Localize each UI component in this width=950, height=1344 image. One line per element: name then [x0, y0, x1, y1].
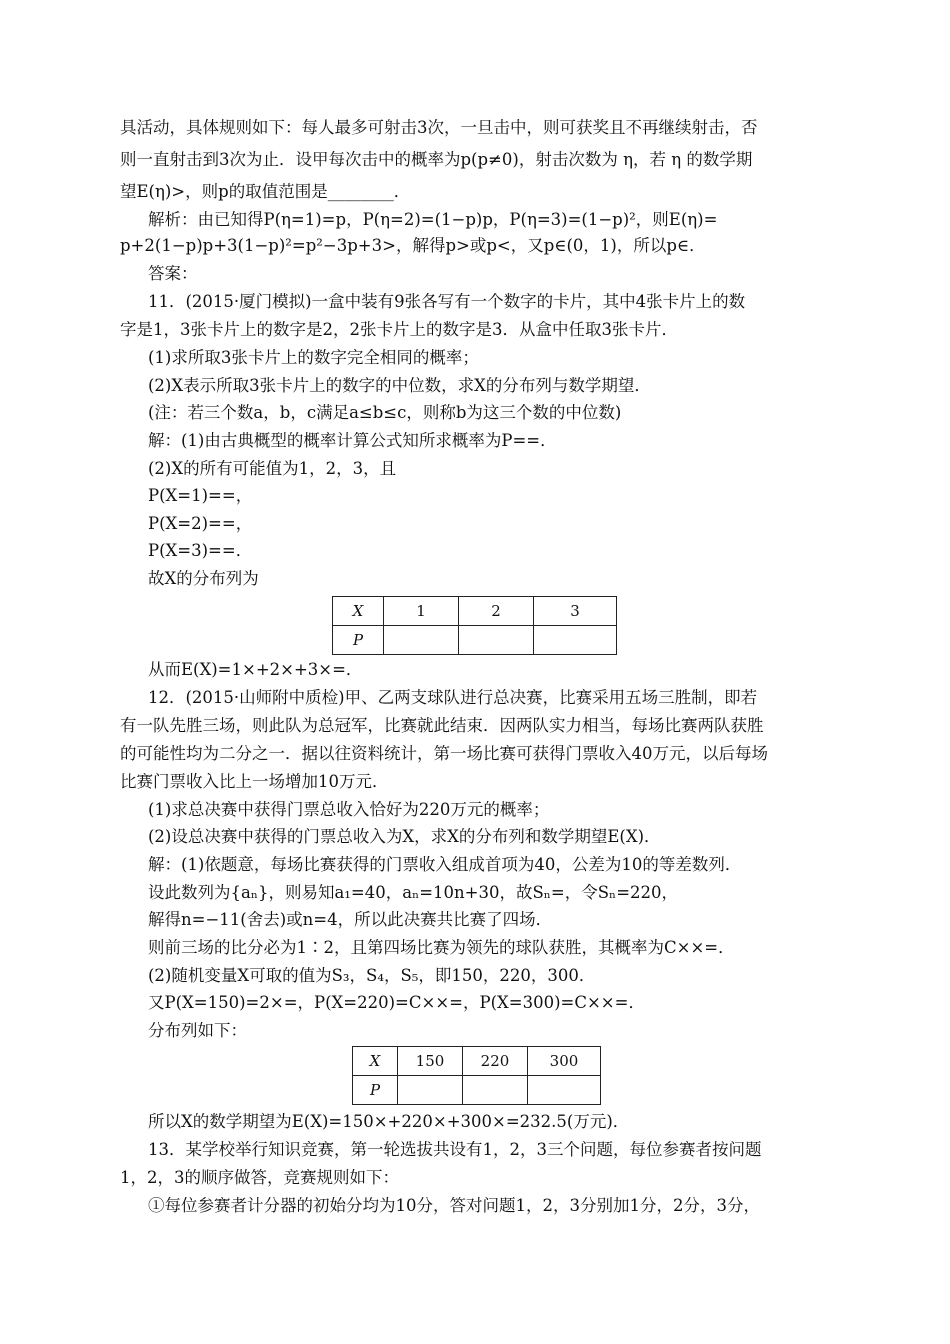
text-line: 解析：由已知得P(η=1)=p，P(η=2)=(1−p)p，P(η=3)=(1−p)²，则E(η)= [148, 210, 718, 229]
table-cell: P [333, 626, 384, 655]
table-cell: 2 [459, 597, 534, 626]
table-cell [463, 1076, 528, 1105]
text-line: 解得n=−11(舍去)或n=4，所以此决赛共比赛了四场． [148, 910, 553, 929]
text-line: 答案： [148, 264, 198, 283]
text-line: P(X=2)==， [148, 514, 253, 533]
table-cell: 3 [534, 597, 617, 626]
text-line: 故X的分布列为 [148, 569, 259, 588]
table-row [333, 597, 617, 626]
table-cell [459, 626, 534, 655]
text-line: 有一队先胜三场，则此队为总冠军，比赛就此结束．因两队实力相当，每场比赛两队获胜 [120, 716, 764, 735]
table-cell [528, 1076, 601, 1105]
question-11-heading: 11．(2015·厦门模拟)一盒中装有9张各写有一个数字的卡片，其中4张卡片上的数 [148, 292, 746, 311]
table-cell: 1 [384, 597, 459, 626]
table-row [353, 1076, 601, 1105]
text-line: 的可能性均为二分之一．据以往资料统计，第一场比赛可获得门票收入40万元，以后每场 [120, 744, 768, 763]
text-line: (2)X表示所取3张卡片上的数字的中位数，求X的分布列与数学期望． [148, 376, 651, 395]
text-line: 解：(1)依题意，每场比赛获得的门票收入组成首项为40，公差为10的等差数列． [148, 855, 742, 874]
text-line: 比赛门票收入比上一场增加10万元． [120, 772, 389, 791]
text-line: p+2(1−p)p+3(1−p)²=p²−3p+3>，解得p>或p<，又p∈(0，1)，所以p∈． [120, 236, 706, 255]
text-line: P(X=1)==， [148, 486, 253, 505]
text-line: 所以X的数学期望为E(X)=150×+220×+300×=232.5(万元)． [148, 1112, 630, 1131]
text-line: 1，2，3的顺序做答，竞赛规则如下： [120, 1168, 399, 1187]
text-line: 望E(η)>，则p的取值范围是________． [120, 182, 411, 201]
text-line: 则前三场的比分必为1∶2，且第四场比赛为领先的球队获胜，其概率为C××=． [148, 938, 735, 957]
text-line: 则一直射击到3次为止．设甲每次击中的概率为p(p≠0)，射击次数为 η，若 η 的数学期 [120, 150, 753, 169]
table-row [353, 1047, 601, 1076]
table-cell: X [333, 597, 384, 626]
text-line: 设此数列为{aₙ}，则易知a₁=40，aₙ=10n+30，故Sₙ=，令Sₙ=220， [148, 883, 679, 902]
question-12-heading: 12．(2015·山师附中质检)甲、乙两支球队进行总决赛，比赛采用五场三胜制，即若 [148, 688, 758, 707]
text-line: (2)X的所有可能值为1，2，3，且 [148, 459, 397, 478]
text-line: (2)设总决赛中获得的门票总收入为X，求X的分布列和数学期望E(X)． [148, 827, 661, 846]
table-cell: 300 [528, 1047, 601, 1076]
text-line: 分布列如下： [148, 1021, 247, 1040]
table-cell: P [353, 1076, 398, 1105]
text-line: 从而E(X)=1×+2×+3×=． [148, 660, 363, 679]
text-line: 解：(1)由古典概型的概率计算公式知所求概率为P==． [148, 431, 557, 450]
table-cell [398, 1076, 463, 1105]
distribution-table-1 [332, 596, 617, 655]
question-13-heading: 13．某学校举行知识竞赛，第一轮选拔共设有1，2，3三个问题，每位参赛者按问题 [148, 1140, 762, 1159]
table-cell: 220 [463, 1047, 528, 1076]
text-line: (1)求总决赛中获得门票总收入恰好为220万元的概率； [148, 800, 550, 819]
text-line: 具活动，具体规则如下：每人最多可射击3次，一旦击中，则可获奖且不再继续射击，否 [120, 118, 758, 137]
text-line: 字是1，3张卡片上的数字是2，2张卡片上的数字是3．从盒中任取3张卡片． [120, 320, 678, 339]
distribution-table-2 [352, 1046, 601, 1105]
text-line: 又P(X=150)=2×=，P(X=220)=C××=，P(X=300)=C××=． [148, 993, 645, 1012]
table-cell [534, 626, 617, 655]
table-cell: 150 [398, 1047, 463, 1076]
text-line: (1)求所取3张卡片上的数字完全相同的概率； [148, 348, 479, 367]
text-line: (2)随机变量X可取的值为S₃，S₄，S₅，即150，220，300． [148, 966, 596, 985]
table-cell [384, 626, 459, 655]
text-line: (注：若三个数a，b，c满足a≤b≤c，则称b为这三个数的中位数) [148, 403, 622, 422]
table-row [333, 626, 617, 655]
text-line: ①每位参赛者计分器的初始分均为10分，答对问题1，2，3分别加1分，2分，3分， [148, 1196, 760, 1215]
text-line: P(X=3)==． [148, 541, 253, 560]
table-cell: X [353, 1047, 398, 1076]
